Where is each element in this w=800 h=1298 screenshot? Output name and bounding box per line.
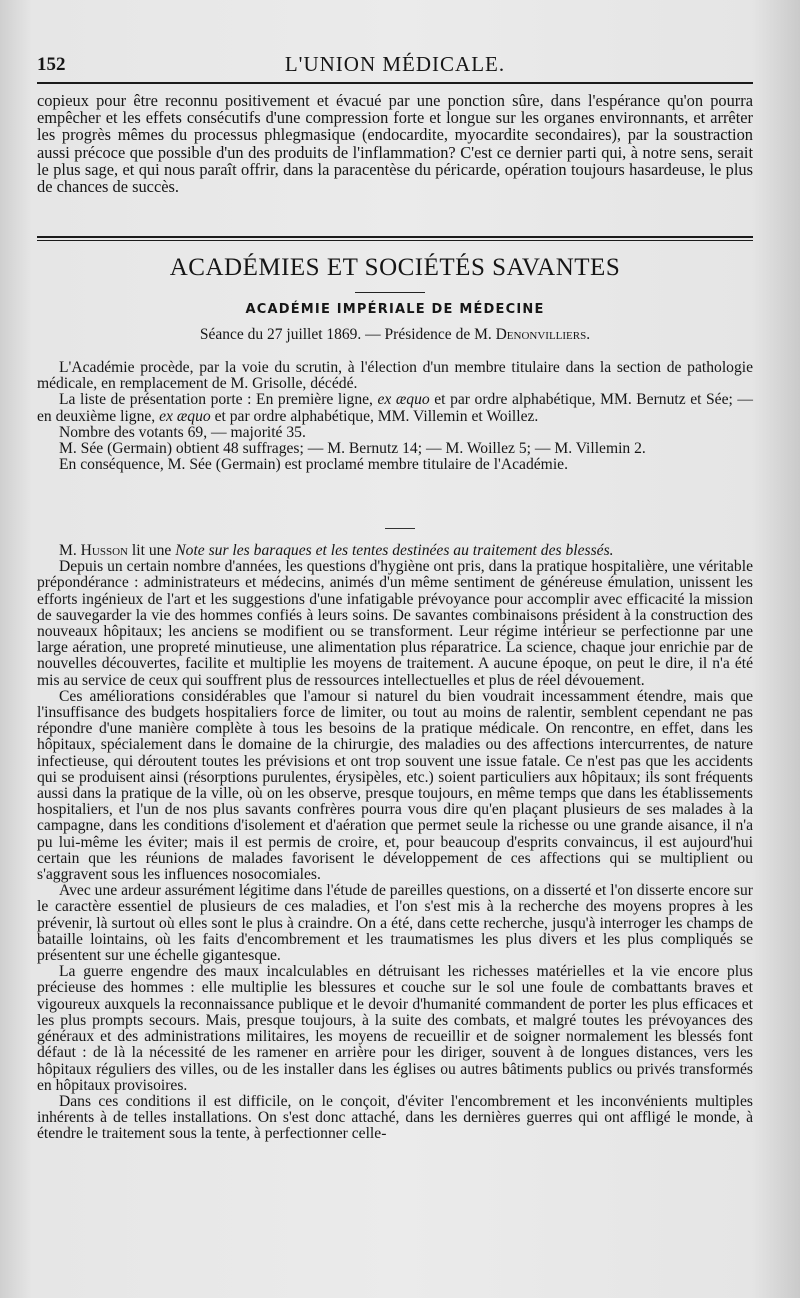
- header-rule: [37, 82, 753, 84]
- intro-paragraph-block: [37, 92, 753, 195]
- ex-aequo-2: ex æquo: [159, 407, 211, 425]
- election-p2-part-b: et par ordre alphabétique, MM. Bernutz et Sée; — en deuxième ligne,: [37, 391, 753, 425]
- page-header: [37, 46, 753, 80]
- election-paragraph-2: [37, 392, 753, 424]
- election-paragraph-4: M. Sée (Germain) obtient 48 suffrages; — M. Bernutz 14; — M. Woillez 5; — M. Villemin 2.: [59, 440, 646, 458]
- note-paragraph-2: Ces améliorations considérables que l'amour si naturel du bien voudrait incessamment étendre, mais que l'insuffisance des budgets hospitaliers force de limiter, ou tout au moins de ralentir, semblent cependant ne pas répondre d'une manière complète à tous les besoins de la pratique médicale. On rencontre, en effet, dans les hôpitaux, spécialement dans le domaine de la chirurgie, des maladies ou des affections intercurrentes, de nature infectieuse, qui déroutent toutes les prévisions et ont trop souvent une issue fatale. Ce n'est pas que les accidents qui se produisent ainsi (résorptions purulentes, érysipèles, etc.) soient particuliers aux hôpitaux; ils sont fréquents aussi dans la pratique de la ville, où on les observe, presque toujours, en même temps que dans les établissements hospitaliers, et l'un de nos plus savants confrères pourra vous dire qu'en plaçant plusieurs de ses malades à la campagne, dans les conditions d'isolement et d'aération que permet seule la richesse ou une grande aisance, il n'a pu lui-même les éviter; mais il est permis de croire, et, pour beaucoup d'esprits convaincus, il est aujourd'hui certain que les réunions de malades favorisent le développement de ces affections qui se multiplient ou s'aggravent sous les influences nosocomiales.: [37, 687, 753, 884]
- note-heading: [37, 543, 753, 559]
- seance-text: Séance du 27 juillet 1869. — Présidence de M.: [199, 326, 492, 343]
- election-paragraph-3: Nombre des votants 69, — majorité 35.: [59, 423, 306, 441]
- note-paragraph-3: Avec une ardeur assurément légitime dans l'étude de pareilles questions, on a disserté et l'on disserte encore sur le caractère essentiel de plusieurs de ces maladies, et l'on s'est mis à la recherche des moyens propres à les prévenir, là surtout où elles sont le plus à craindre. On a été, dans cette recherche, jusqu'à interroger les champs de bataille lointains, où les faits d'encombrement et les traumatismes les plus divers et les plus compliqués se présentent sur une échelle gigantesque.: [37, 882, 753, 965]
- academy-name: ACADÉMIE IMPÉRIALE DE MÉDECINE: [245, 302, 545, 317]
- note-title: Note sur les baraques et les tentes destinées au traitement des blessés.: [175, 542, 614, 559]
- election-p2-part-c: et par ordre alphabétique, MM. Villemin et Woillez.: [214, 407, 539, 425]
- page-number: 152: [37, 54, 66, 75]
- seance-line: [37, 326, 753, 344]
- title-underline: [355, 292, 425, 293]
- election-p2-part-a: La liste de présentation porte : En première ligne,: [59, 391, 373, 409]
- note-paragraph-4: La guerre engendre des maux incalculables en détruisant les richesses matérielles et la vie encore plus précieuse des hommes : elle multiplie les blessures et couche sur le sol une foule de combattants braves et vigoureux auxquels la reconnaissance publique et le devoir d'humanité commandent de porter les plus efficaces et les plus prompts secours. Mais, presque toujours, à la suite des combats, et malgré toutes les prévoyances des généraux et des administrations militaires, les moyens de recueillir et de soigner normalement les blessés font défaut : de là la nécessité de les ramener en arrière pour les diriger, souvent à de longues distances, vers les hôpitaux réguliers des villes, ou de les installer dans les églises ou autres bâtiments publics ou privés transformés en hôpitaux provisoires.: [37, 963, 753, 1094]
- note-paragraph-5: Dans ces conditions il est difficile, on le conçoit, d'éviter l'encombrement et les inconvénients multiples inhérents à de telles installations. On s'est donc attaché, dans les dernières guerres qui ont affligé le monde, à étendre le traitement sous la tente, à perfectionner celle-: [37, 1092, 753, 1143]
- intro-paragraph: copieux pour être reconnu positivement et évacué par une ponction sûre, dans l'espérance qu'on pourra empêcher et les effets consécutifs d'une compression forte et longue sur les organes environnants, et arrêter les progrès mêmes du processus phlegmasique (endocardite, myocardite secondaires), par la soustraction aussi précoce que possible d'un des produits de l'inflammation? C'est ce dernier parti qui, à notre sens, serait le plus sage, et qui nous paraît offrir, dans la paracentèse du péricarde, opération toujours hasardeuse, le plus de chances de succès.: [37, 91, 753, 197]
- note-intro: lit une: [131, 542, 172, 559]
- speaker-prefix: M.: [59, 542, 77, 559]
- section-title: ACADÉMIES ET SOCIÉTÉS SAVANTES: [169, 254, 621, 281]
- election-paragraph-5: En conséquence, M. Sée (Germain) est proclamé membre titulaire de l'Académie.: [59, 456, 568, 474]
- note-paragraph-1: Depuis un certain nombre d'années, les questions d'hygiène ont pris, dans la pratique hospitalière, une véritable prépondérance : administrateurs et médecins, animés d'un même sentiment de généreuse émulation, unissent les efforts ingénieux de l'art et les suggestions d'une infatigable prévoyance pour accomplir avec efficacité la mission de sauvegarder la vie des hommes confiés à leurs soins. De savantes combinaisons président à la construction des nouveaux hôpitaux; les anciens se modifient ou se transforment. Leur régime intérieur se perfectionne par une large aération, une propreté minutieuse, une alimentation plus réparatrice. La science, chaque jour enrichie par de nouvelles découvertes, facilite et multiplie les moyens de traitement. A aucune époque, on peut le dire, il n'a été mis au service de ceux qui souffrent plus de ressources intellectuelles et plus de réel dévouement.: [37, 558, 753, 689]
- election-paragraph-1: L'Académie procède, par la voie du scrutin, à l'élection d'un membre titulaire dans la section de pathologie médicale, en remplacement de M. Grisolle, décédé.: [37, 359, 753, 393]
- election-block: [37, 360, 753, 473]
- president-name: Denonvilliers.: [495, 326, 591, 343]
- section-divider: [37, 236, 753, 241]
- ex-aequo-1: ex æquo: [377, 391, 430, 409]
- running-title: L'UNION MÉDICALE.: [284, 52, 506, 76]
- mini-divider: [385, 528, 415, 529]
- note-block: [37, 543, 753, 1143]
- speaker-name: Husson: [80, 542, 129, 559]
